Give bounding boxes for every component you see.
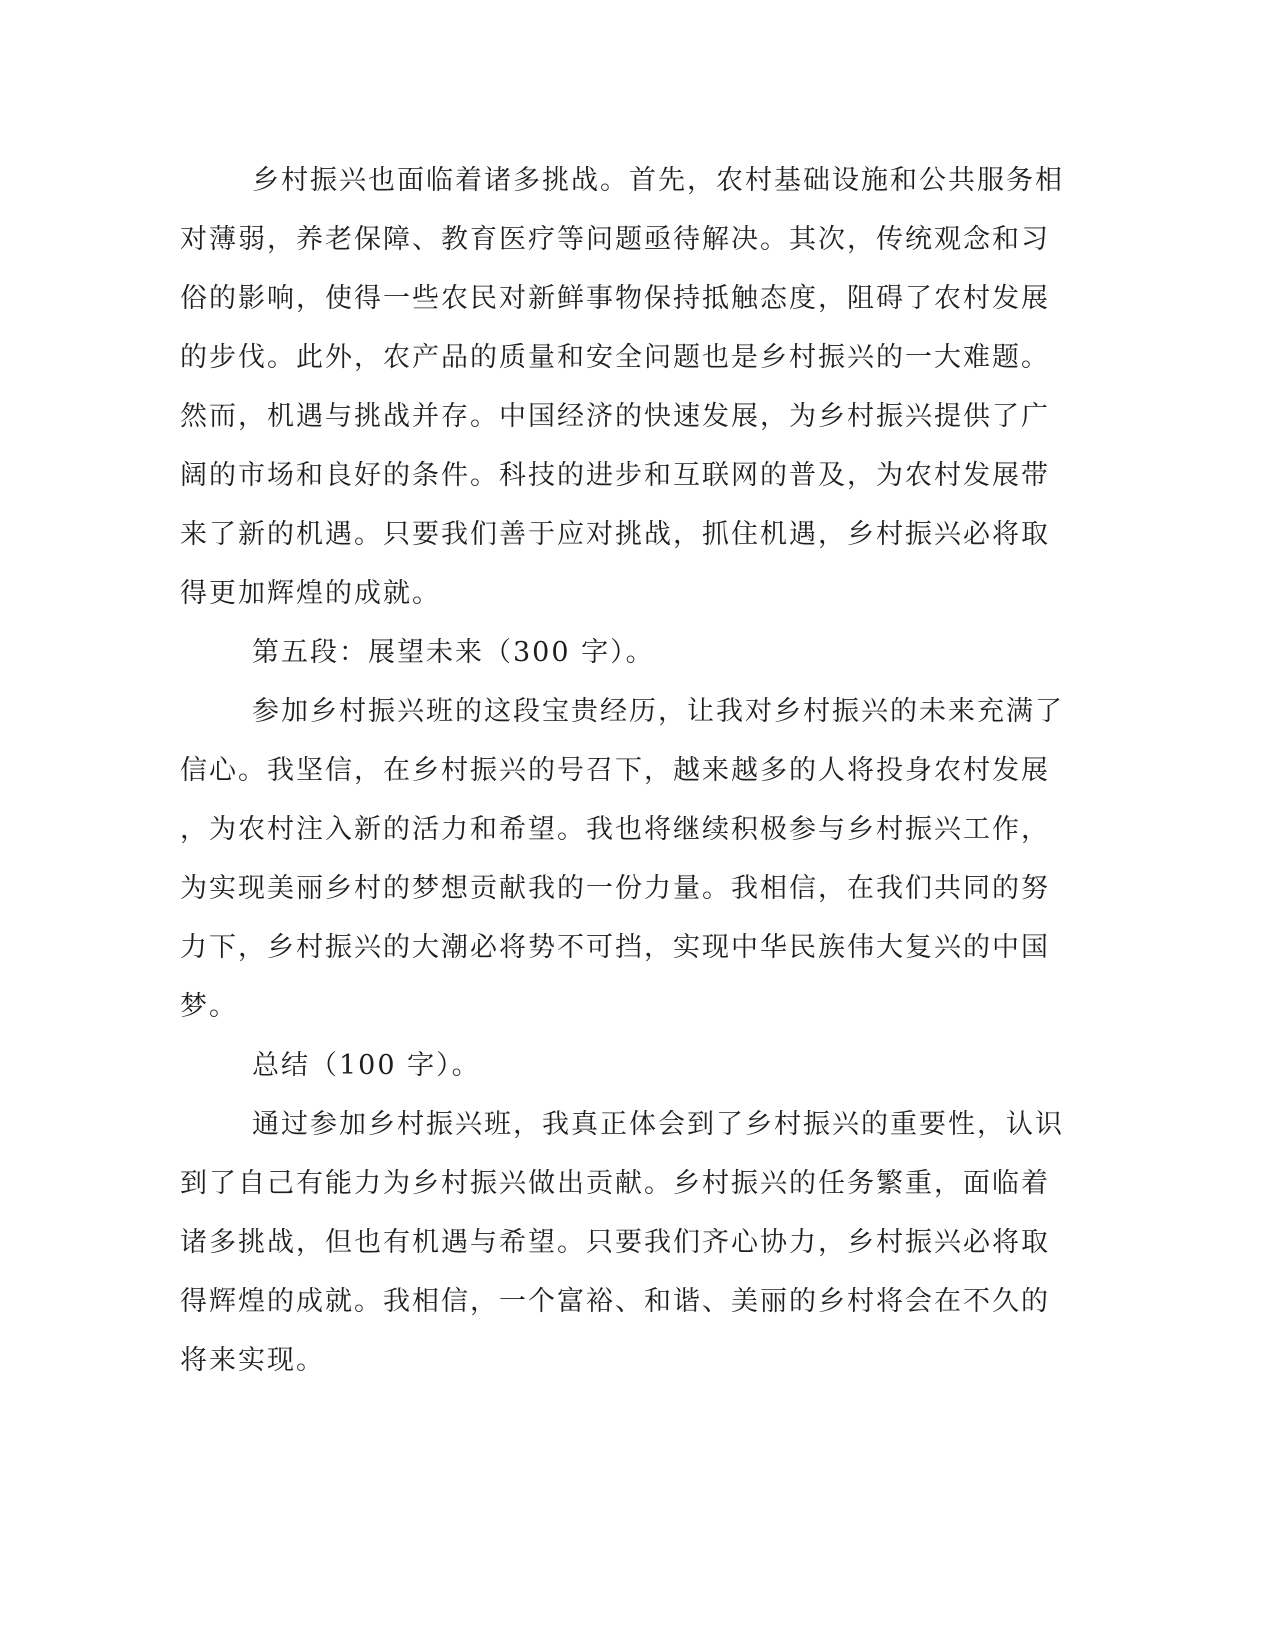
line-text: 到了自己有能力为乡村振兴做出贡献。乡村振兴的任务繁重，面临着 <box>180 1168 1050 1199</box>
line-text: 梦。 <box>180 991 238 1022</box>
text-line <box>0 338 1275 378</box>
line-text: 诸多挑战，但也有机遇与希望。只要我们齐心协力，乡村振兴必将取 <box>180 1227 1050 1258</box>
line-text: ，为农村注入新的活力和希望。我也将继续积极参与乡村振兴工作， <box>180 814 1050 845</box>
line-text: 参加乡村振兴班的这段宝贵经历，让我对乡村振兴的未来充满了 <box>252 696 1064 727</box>
text-line <box>0 1282 1275 1322</box>
line-text: 得辉煌的成就。我相信，一个富裕、和谐、美丽的乡村将会在不久的 <box>180 1286 1050 1317</box>
text-line <box>0 397 1275 437</box>
text-line <box>0 810 1275 850</box>
text-line <box>0 456 1275 496</box>
line-text: 阔的市场和良好的条件。科技的进步和互联网的普及，为农村发展带 <box>180 460 1050 491</box>
summary-heading <box>0 1046 1275 1086</box>
text-line <box>0 1223 1275 1263</box>
line-text: 然而，机遇与挑战并存。中国经济的快速发展，为乡村振兴提供了广 <box>180 401 1050 432</box>
text-line <box>0 1164 1275 1204</box>
text-line <box>0 869 1275 909</box>
line-text: 力下，乡村振兴的大潮必将势不可挡，实现中华民族伟大复兴的中国 <box>180 932 1050 963</box>
section-heading-text: 第五段：展望未来（300 字）。 <box>252 637 655 668</box>
line-text: 的步伐。此外，农产品的质量和安全问题也是乡村振兴的一大难题。 <box>180 342 1050 373</box>
line-text: 通过参加乡村振兴班，我真正体会到了乡村振兴的重要性，认识 <box>252 1109 1064 1140</box>
text-line <box>0 928 1275 968</box>
text-line <box>0 1105 1275 1145</box>
text-line <box>0 161 1275 201</box>
section-heading <box>0 633 1275 673</box>
line-text: 为实现美丽乡村的梦想贡献我的一份力量。我相信，在我们共同的努 <box>180 873 1050 904</box>
text-line <box>0 220 1275 260</box>
text-line <box>0 279 1275 319</box>
text-line <box>0 1341 1275 1381</box>
text-line <box>0 692 1275 732</box>
line-text: 将来实现。 <box>180 1345 325 1376</box>
line-text: 对薄弱，养老保障、教育医疗等问题亟待解决。其次，传统观念和习 <box>180 224 1050 255</box>
text-line <box>0 751 1275 791</box>
summary-heading-text: 总结（100 字）。 <box>252 1050 481 1081</box>
line-text: 信心。我坚信，在乡村振兴的号召下，越来越多的人将投身农村发展 <box>180 755 1050 786</box>
text-line <box>0 574 1275 614</box>
line-text: 俗的影响，使得一些农民对新鲜事物保持抵触态度，阻碍了农村发展 <box>180 283 1050 314</box>
text-line <box>0 987 1275 1027</box>
text-line <box>0 515 1275 555</box>
line-text: 乡村振兴也面临着诸多挑战。首先，农村基础设施和公共服务相 <box>252 165 1064 196</box>
line-text: 得更加辉煌的成就。 <box>180 578 441 609</box>
line-text: 来了新的机遇。只要我们善于应对挑战，抓住机遇，乡村振兴必将取 <box>180 519 1050 550</box>
